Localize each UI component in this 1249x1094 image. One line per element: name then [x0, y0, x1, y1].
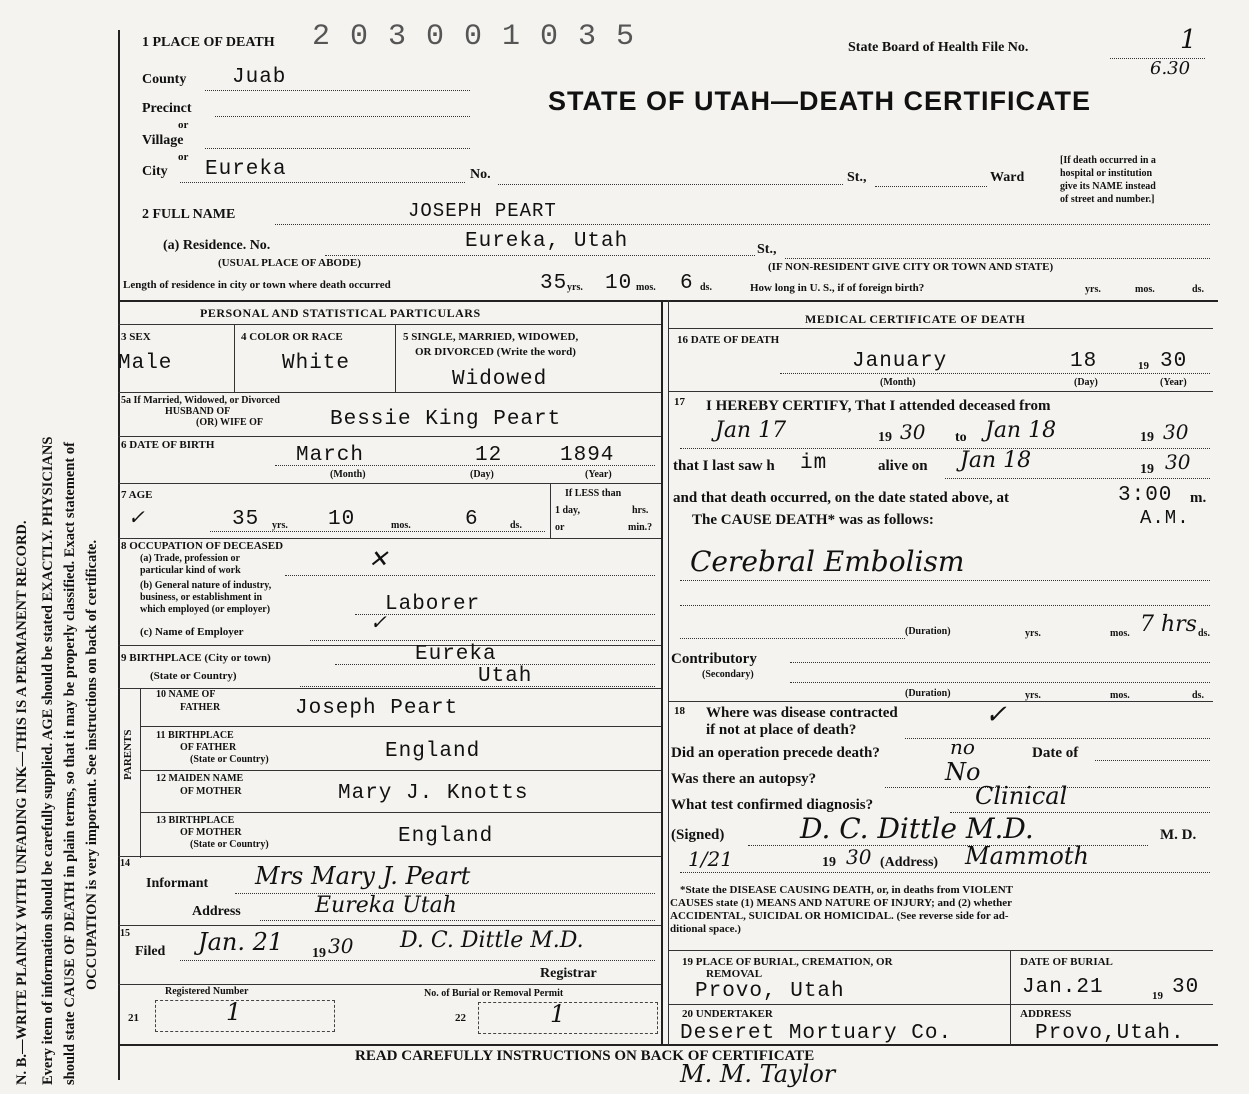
cause-label: The CAUSE DEATH* was as follows: [692, 512, 934, 528]
color-race-label: 4 COLOR OR RACE [241, 331, 343, 343]
marital-label-2: OR DIVORCED (Write the word) [415, 346, 576, 358]
informant-address-label: Address [192, 904, 241, 919]
place-of-death-label: 1 PLACE OF DEATH [142, 35, 275, 50]
signed-year: 30 [846, 845, 872, 869]
us-yrs-label: yrs. [1085, 284, 1101, 295]
duration-label-2: (Duration) [905, 688, 951, 699]
physician-signature: D. C. Dittle M.D. [800, 812, 1034, 845]
informant-number: 14 [120, 858, 130, 869]
birthplace-label: 9 BIRTHPLACE (City or town) [121, 652, 271, 664]
full-name-label: 2 FULL NAME [142, 207, 236, 222]
length-years-value: 35 [540, 272, 568, 295]
father-birth-label-1: 11 BIRTHPLACE [156, 730, 234, 741]
q18-label-2: if not at place of death? [706, 722, 857, 738]
burial-19: 19 [1152, 990, 1163, 1002]
occupation-a-label-1: (a) Trade, profession or [140, 553, 240, 564]
or-label-1: or [178, 119, 189, 131]
cause-note-2: CAUSES state (1) MEANS AND NATURE OF INJURY; and (2) whether [670, 897, 1013, 909]
last-saw-19: 19 [1140, 462, 1154, 477]
last-saw-date: Jan 18 [960, 448, 1032, 473]
filed-year: 30 [328, 934, 354, 958]
sidebar-line-2: Every item of information should be carefully supplied. AGE should be stated EXACTLY. PHYSICIANS [40, 436, 56, 1085]
dob-month: March [296, 444, 365, 467]
hospital-note-2: hospital or institution [1060, 168, 1153, 179]
duration-yrs-2: yrs. [1025, 690, 1041, 701]
father-name: Joseph Peart [295, 697, 459, 720]
death-year: 30 [1160, 350, 1188, 373]
md-label: M. D. [1160, 827, 1197, 843]
file-note: 6.30 [1150, 58, 1191, 79]
father-birth-label-3: (State or Country) [190, 754, 269, 765]
street-label: St., [847, 170, 867, 185]
duration-ds-2: ds. [1192, 690, 1204, 701]
sidebar-line-1: N. B.—WRITE PLAINLY WITH UNFADING INK—THIS IS A PERMANENT RECORD. [14, 520, 30, 1085]
informant-label: Informant [146, 876, 209, 891]
sidebar-line-3: should state CAUSE OF DEATH in plain terms, so that it may be properly classified. Exact statement of [62, 442, 78, 1085]
birthplace-state-label: (State or Country) [150, 670, 237, 682]
death-day-caption: (Day) [1074, 377, 1098, 388]
min-label: min.? [628, 522, 653, 533]
occupation-label: 8 OCCUPATION OF DECEASED [121, 540, 284, 552]
hospital-note-3: give its NAME instead [1060, 181, 1156, 192]
father-birth-label-2: OF FATHER [180, 742, 237, 753]
precinct-label: Precinct [142, 101, 192, 116]
signed-label: (Signed) [671, 827, 725, 843]
or-label-age: or [555, 522, 565, 533]
death-time-m: m. [1190, 490, 1207, 506]
length-months-value: 10 [605, 272, 633, 295]
hospital-note-1: [If death occurred in a [1060, 155, 1156, 166]
sidebar-line-4: OCCUPATION is very important. See instructions on back of certificate. [84, 539, 100, 990]
sex-label: 3 SEX [121, 331, 151, 343]
q18-label-1: Where was disease contracted [706, 705, 898, 721]
employer-label: (c) Name of Employer [140, 626, 244, 638]
length-residence-label: Length of residence in city or town where death occurred [123, 279, 391, 291]
file-number-label: State Board of Health File No. [848, 40, 1029, 55]
full-name-value: JOSEPH PEART [408, 200, 557, 222]
length-days-value: 6 [680, 272, 694, 295]
mother-label-2: OF MOTHER [180, 786, 242, 797]
burial-place-label-2: REMOVAL [706, 968, 763, 980]
occupation-b-label-2: business, or establishment in [140, 592, 263, 603]
attended-to-date: Jan 18 [985, 418, 1057, 443]
autopsy-value: No [945, 758, 981, 786]
spouse-value: Bessie King Peart [330, 408, 562, 431]
age-yrs-label: yrs. [272, 520, 288, 531]
dob-year-caption: (Year) [585, 469, 612, 480]
death-year-caption: (Year) [1160, 377, 1187, 388]
death-occurred-label: and that death occurred, on the date stated above, at [673, 490, 1009, 506]
mother-birth-label-2: OF MOTHER [180, 827, 242, 838]
age-days: 6 [465, 508, 479, 531]
age-label: 7 AGE [121, 489, 153, 501]
informant-value: Mrs Mary J. Peart [255, 862, 471, 890]
signed-19: 19 [822, 855, 836, 870]
birthplace-city: Eureka [415, 643, 497, 666]
operation-value: no [950, 735, 975, 759]
age-mos-label: mos. [391, 520, 411, 531]
attended-to-year: 30 [1163, 420, 1189, 444]
to-label: to [955, 430, 967, 445]
residence-label: (a) Residence. No. [163, 238, 271, 253]
occupation-b-label-3: which employed (or employer) [140, 604, 271, 615]
father-label-1: 10 NAME OF [156, 689, 216, 700]
physician-address: Mammoth [965, 842, 1089, 870]
burial-permit-number: 1 [550, 1000, 566, 1028]
spouse-label-2: HUSBAND OF [165, 406, 231, 417]
duration-mos-1: mos. [1110, 628, 1130, 639]
dob-day: 12 [475, 444, 503, 467]
informant-address: Eureka Utah [315, 893, 457, 918]
registrar-signature: D. C. Dittle M.D. [400, 928, 584, 953]
secondary-label: (Secondary) [702, 669, 754, 680]
us-mos-label: mos. [1135, 284, 1155, 295]
hrs-label: hrs. [632, 505, 649, 516]
age-ds-label: ds. [510, 520, 522, 531]
filed-19: 19 [312, 946, 326, 961]
alive-on-label: alive on [878, 458, 928, 474]
city-value: Eureka [205, 158, 287, 181]
death-ampm: A.M. [1140, 507, 1190, 529]
cause-note-3: ACCIDENTAL, SUICIDAL OR HOMICIDAL. (See reverse side for ad- [670, 910, 1009, 922]
contributory-label: Contributory [671, 651, 757, 667]
spouse-label-3: (OR) WIFE OF [196, 417, 264, 428]
burial-place: Provo, Utah [695, 980, 845, 1003]
ward-label: Ward [990, 170, 1025, 185]
burial-year: 30 [1172, 976, 1200, 999]
undertaker-address: Provo,Utah. [1035, 1022, 1185, 1045]
serial-number: 2 0 3 0 0 1 0 3 5 [312, 20, 636, 54]
parents-label: PARENTS [122, 729, 134, 780]
filed-number: 15 [120, 928, 130, 939]
occupation-b-value: Laborer [385, 593, 481, 616]
county-value: Juab [232, 66, 287, 89]
city-label: City [142, 164, 168, 179]
age-months: 10 [328, 508, 356, 531]
certificate-title: STATE OF UTAH—DEATH CERTIFICATE [548, 86, 1091, 116]
attended-to-19: 19 [1140, 430, 1154, 445]
marital-value: Widowed [452, 368, 548, 391]
or-label-2: or [178, 151, 189, 163]
village-label: Village [142, 133, 184, 148]
registered-number-label: Registered Number [165, 986, 249, 997]
age-check: ✓ [128, 505, 145, 529]
date-of-death-label: 16 DATE OF DEATH [677, 334, 780, 346]
death-19: 19 [1138, 360, 1149, 372]
length-mos-label: mos. [636, 282, 656, 293]
father-label-2: FATHER [180, 702, 221, 713]
last-saw-label: that I last saw h [673, 458, 775, 474]
mother-birthplace: England [398, 825, 494, 848]
one-day-label: 1 day, [555, 505, 581, 516]
mother-name: Mary J. Knotts [338, 782, 529, 805]
test-value: Clinical [975, 782, 1068, 810]
attended-from-19: 19 [878, 430, 892, 445]
cause-of-death: Cerebral Embolism [690, 545, 965, 578]
undertaker-address-label: ADDRESS [1020, 1008, 1072, 1020]
undertaker-label: 20 UNDERTAKER [682, 1008, 773, 1020]
duration-ds-1: ds. [1198, 628, 1210, 639]
nonresident-caption: (IF NON-RESIDENT GIVE CITY OR TOWN AND STATE) [768, 261, 1054, 273]
duration-yrs-1: yrs. [1025, 628, 1041, 639]
duration-mos-2: mos. [1110, 690, 1130, 701]
operation-date-label: Date of [1032, 745, 1079, 761]
filed-date: Jan. 21 [198, 928, 284, 956]
mother-birth-label-1: 13 BIRTHPLACE [156, 815, 235, 826]
last-saw-pronoun: im [800, 452, 828, 475]
color-race-value: White [282, 352, 351, 375]
county-label: County [142, 72, 187, 87]
physician-address-label: (Address) [880, 855, 939, 870]
mother-label-1: 12 MAIDEN NAME [156, 773, 244, 784]
hospital-note-4: of street and number.] [1060, 194, 1155, 205]
registered-number-field: 21 [128, 1012, 139, 1024]
death-day: 18 [1070, 350, 1098, 373]
burial-place-label-1: 19 PLACE OF BURIAL, CREMATION, OR [682, 956, 893, 968]
burial-permit-box [478, 1002, 658, 1034]
spouse-label-1: 5a If Married, Widowed, or Divorced [121, 395, 280, 406]
q18-value: ✓ [985, 700, 1007, 730]
dob-label: 6 DATE OF BIRTH [121, 439, 215, 451]
footer-instructions: READ CAREFULLY INSTRUCTIONS ON BACK OF CERTIFICATE [355, 1048, 815, 1064]
burial-permit-field: 22 [455, 1012, 466, 1024]
burial-date-label: DATE OF BURIAL [1020, 956, 1113, 968]
file-number: 1 [1180, 25, 1197, 55]
registered-number: 1 [226, 998, 242, 1026]
birthplace-state: Utah [478, 665, 533, 688]
dob-month-caption: (Month) [330, 469, 366, 480]
us-residence-label: How long in U. S., if of foreign birth? [750, 282, 925, 294]
cause-note-1: *State the DISEASE CAUSING DEATH, or, in deaths from VIOLENT [680, 884, 1014, 896]
dob-year: 1894 [560, 444, 615, 467]
q18-number: 18 [674, 705, 685, 717]
sex-value: Male [118, 352, 173, 375]
length-ds-label: ds. [700, 282, 712, 293]
cause-note-4: ditional space.) [670, 923, 741, 935]
mother-birth-label-3: (State or Country) [190, 839, 269, 850]
less-than-label: If LESS than [565, 488, 622, 499]
residence-street-label: St., [757, 242, 777, 257]
autopsy-label: Was there an autopsy? [671, 771, 817, 787]
occupation-a-value: ✕ [368, 545, 389, 573]
occupation-a-label-2: particular kind of work [140, 565, 241, 576]
attended-from-year: 30 [900, 420, 926, 444]
registrar-label: Registrar [540, 966, 597, 981]
last-saw-year: 30 [1165, 450, 1191, 474]
duration-value: 7 hrs [1140, 612, 1197, 637]
operation-label: Did an operation precede death? [671, 745, 880, 761]
us-ds-label: ds. [1192, 284, 1204, 295]
test-label: What test confirmed diagnosis? [671, 797, 874, 813]
age-years: 35 [232, 508, 260, 531]
sidebar-instructions [0, 0, 115, 1094]
usual-abode-caption: (USUAL PLACE OF ABODE) [218, 257, 361, 269]
occupation-b-label-1: (b) General nature of industry, [140, 580, 272, 591]
medical-section-title: MEDICAL CERTIFICATE OF DEATH [805, 312, 1026, 326]
certify-text: I HEREBY CERTIFY, That I attended deceased from [706, 398, 1051, 414]
no-label: No. [470, 167, 491, 182]
father-birthplace: England [385, 740, 481, 763]
marital-label-1: 5 SINGLE, MARRIED, WIDOWED, [403, 331, 579, 343]
burial-date: Jan.21 [1022, 976, 1104, 999]
length-yrs-label: yrs. [567, 282, 583, 293]
death-time: 3:00 [1118, 484, 1173, 507]
employer-value: ✓ [370, 610, 387, 634]
duration-label-1: (Duration) [905, 626, 951, 637]
attended-from-date: Jan 17 [715, 418, 787, 443]
signed-date: 1/21 [688, 847, 733, 871]
filed-label: Filed [135, 944, 166, 959]
dob-day-caption: (Day) [470, 469, 494, 480]
personal-section-title: PERSONAL AND STATISTICAL PARTICULARS [200, 306, 481, 320]
footer-signature: M. M. Taylor [680, 1060, 836, 1088]
burial-permit-label: No. of Burial or Removal Permit [424, 988, 564, 999]
registered-number-box [155, 1000, 335, 1032]
certify-number: 17 [674, 396, 685, 408]
residence-value: Eureka, Utah [465, 230, 629, 253]
undertaker: Deseret Mortuary Co. [680, 1022, 953, 1045]
death-month: January [852, 350, 948, 373]
death-month-caption: (Month) [880, 377, 916, 388]
